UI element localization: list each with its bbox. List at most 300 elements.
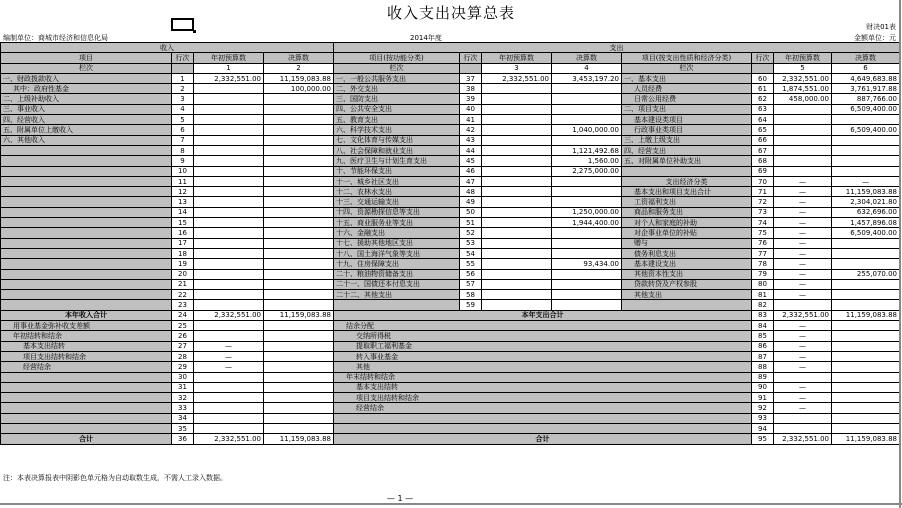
expense-func-item[interactable]: 八、社会保障和就业支出 [334,145,460,155]
row-number[interactable]: 61 [752,84,774,94]
row-number[interactable]: 49 [460,197,482,207]
income-budget[interactable] [194,145,264,155]
expense-econ-final[interactable] [832,115,900,125]
income-final[interactable] [264,279,334,289]
row-number[interactable]: 12 [172,187,194,197]
income-item[interactable]: 本年收入合计 [1,310,172,320]
row-number[interactable]: 3 [172,94,194,104]
expense-econ-final[interactable]: 4,649,683.88 [832,73,900,83]
income-item[interactable]: 一、财政拨款收入 [1,73,172,83]
income-budget[interactable] [194,94,264,104]
expense-func-budget[interactable] [482,145,552,155]
expense-econ-item[interactable]: 日常公用经费 [622,94,752,104]
expense-econ-budget[interactable]: — [774,218,832,228]
income-budget[interactable] [194,218,264,228]
expense-func-budget[interactable] [482,115,552,125]
income-budget[interactable] [194,187,264,197]
income-budget[interactable] [194,125,264,135]
row-number[interactable]: 94 [752,423,774,433]
row-number[interactable]: 55 [460,259,482,269]
expense-func-final[interactable] [552,135,622,145]
income-item[interactable] [1,393,172,403]
income-final[interactable] [264,218,334,228]
income-budget[interactable] [194,290,264,300]
expense-econ-item[interactable]: 工资福利支出 [622,197,752,207]
expense-budget[interactable]: — [774,382,832,392]
income-item[interactable]: 项目支出结转和结余 [1,351,172,361]
expense-func-item[interactable]: 九、医疗卫生与计划生育支出 [334,156,460,166]
expense-func-item[interactable]: 十五、商业服务业等支出 [334,218,460,228]
income-final[interactable] [264,362,334,372]
income-budget[interactable] [194,207,264,217]
expense-func-final[interactable]: 1,944,400.00 [552,218,622,228]
income-budget[interactable] [194,403,264,413]
expense-func-final[interactable]: 1,121,492.68 [552,145,622,155]
income-item[interactable]: 经营结余 [1,362,172,372]
expense-econ-budget[interactable] [774,145,832,155]
income-item[interactable]: 基本支出结转 [1,341,172,351]
expense-budget[interactable]: — [774,362,832,372]
expense-item[interactable]: 经营结余 [334,403,752,413]
row-number[interactable]: 62 [752,94,774,104]
income-final[interactable] [264,259,334,269]
expense-final[interactable] [832,403,900,413]
row-number[interactable]: 31 [172,382,194,392]
expense-func-final[interactable]: 93,434.00 [552,259,622,269]
expense-econ-budget[interactable] [774,135,832,145]
expense-econ-budget[interactable]: — [774,259,832,269]
income-budget[interactable] [194,300,264,310]
expense-func-budget[interactable] [482,300,552,310]
row-number[interactable]: 53 [460,238,482,248]
income-budget[interactable]: 2,332,551.00 [194,434,264,444]
expense-econ-budget[interactable]: 1,874,551.00 [774,84,832,94]
row-number[interactable]: 81 [752,290,774,300]
income-budget[interactable] [194,228,264,238]
row-number[interactable]: 88 [752,362,774,372]
row-number[interactable]: 48 [460,187,482,197]
expense-func-item[interactable]: 三、国防支出 [334,94,460,104]
expense-econ-budget[interactable]: — [774,269,832,279]
income-item[interactable] [1,156,172,166]
income-budget[interactable] [194,104,264,114]
expense-econ-final[interactable]: 2,304,021.80 [832,197,900,207]
expense-func-budget[interactable] [482,104,552,114]
row-number[interactable]: 85 [752,331,774,341]
row-number[interactable]: 54 [460,248,482,258]
row-number[interactable]: 91 [752,393,774,403]
expense-econ-item[interactable]: 人员经费 [622,84,752,94]
expense-func-item[interactable]: 七、文化体育与传媒支出 [334,135,460,145]
income-final[interactable]: 100,000.00 [264,84,334,94]
expense-item[interactable]: 基本支出结转 [334,382,752,392]
expense-func-final[interactable]: 1,250,000.00 [552,207,622,217]
income-final[interactable] [264,238,334,248]
row-number[interactable]: 92 [752,403,774,413]
expense-item[interactable]: 本年支出合计 [334,310,752,320]
expense-func-final[interactable]: 2,275,000.00 [552,166,622,176]
row-number[interactable]: 56 [460,269,482,279]
expense-func-budget[interactable] [482,259,552,269]
row-number[interactable]: 17 [172,238,194,248]
expense-func-budget[interactable] [482,218,552,228]
income-budget[interactable] [194,166,264,176]
income-item[interactable]: 用事业基金弥补收支差额 [1,321,172,331]
expense-func-final[interactable] [552,115,622,125]
row-number[interactable]: 87 [752,351,774,361]
expense-econ-item[interactable]: 商品和服务支出 [622,207,752,217]
expense-func-item[interactable]: 十六、金融支出 [334,228,460,238]
expense-item[interactable]: 交纳所得税 [334,331,752,341]
row-number[interactable]: 1 [172,73,194,83]
row-number[interactable]: 60 [752,73,774,83]
expense-econ-item[interactable]: 五、对附属单位补助支出 [622,156,752,166]
expense-econ-final[interactable]: 6,509,400.00 [832,125,900,135]
income-final[interactable] [264,115,334,125]
income-final[interactable] [264,300,334,310]
row-number[interactable]: 74 [752,218,774,228]
expense-econ-final[interactable] [832,290,900,300]
expense-final[interactable] [832,423,900,433]
expense-func-item[interactable]: 十三、交通运输支出 [334,197,460,207]
selected-cell-cursor[interactable] [171,18,194,31]
income-final[interactable] [264,104,334,114]
expense-func-item[interactable]: 十八、国土海洋气象等支出 [334,248,460,258]
expense-econ-item[interactable]: 其他支出 [622,290,752,300]
expense-econ-item[interactable]: 贷款转贷及产权参股 [622,279,752,289]
expense-econ-budget[interactable]: 2,332,551.00 [774,73,832,83]
income-final[interactable] [264,145,334,155]
income-final[interactable] [264,207,334,217]
row-number[interactable]: 8 [172,145,194,155]
expense-func-final[interactable] [552,197,622,207]
income-budget[interactable] [194,176,264,186]
income-budget[interactable] [194,135,264,145]
row-number[interactable]: 34 [172,413,194,423]
expense-econ-item[interactable]: 基本建设支出 [622,259,752,269]
expense-final[interactable]: 11,159,083.88 [832,434,900,444]
row-number[interactable]: 6 [172,125,194,135]
income-final[interactable] [264,135,334,145]
income-budget[interactable]: — [194,362,264,372]
expense-econ-final[interactable] [832,259,900,269]
expense-func-item[interactable] [334,300,460,310]
income-budget[interactable] [194,393,264,403]
income-final[interactable] [264,269,334,279]
row-number[interactable]: 5 [172,115,194,125]
row-number[interactable]: 43 [460,135,482,145]
row-number[interactable]: 21 [172,279,194,289]
row-number[interactable]: 47 [460,176,482,186]
expense-func-budget[interactable] [482,135,552,145]
expense-econ-final[interactable]: 6,509,400.00 [832,104,900,114]
expense-func-final[interactable] [552,290,622,300]
income-item[interactable] [1,207,172,217]
expense-budget[interactable]: — [774,341,832,351]
expense-item[interactable]: 其他 [334,362,752,372]
expense-econ-item[interactable]: 对企事业单位的补贴 [622,228,752,238]
row-number[interactable]: 9 [172,156,194,166]
expense-econ-final[interactable] [832,145,900,155]
row-number[interactable]: 52 [460,228,482,238]
income-budget[interactable] [194,279,264,289]
expense-item[interactable] [334,423,752,433]
expense-budget[interactable]: 2,332,551.00 [774,310,832,320]
expense-econ-budget[interactable]: — [774,290,832,300]
expense-func-final[interactable] [552,238,622,248]
row-number[interactable]: 78 [752,259,774,269]
income-budget[interactable]: — [194,351,264,361]
row-number[interactable]: 51 [460,218,482,228]
expense-func-final[interactable] [552,300,622,310]
expense-econ-budget[interactable]: — [774,248,832,258]
row-number[interactable]: 66 [752,135,774,145]
income-final[interactable] [264,372,334,382]
row-number[interactable]: 57 [460,279,482,289]
expense-econ-final[interactable]: 3,761,917.88 [832,84,900,94]
row-number[interactable]: 35 [172,423,194,433]
expense-econ-final[interactable] [832,166,900,176]
expense-func-budget[interactable] [482,279,552,289]
row-number[interactable]: 39 [460,94,482,104]
income-final[interactable] [264,382,334,392]
income-final[interactable]: 11,159,083.88 [264,73,334,83]
row-number[interactable]: 46 [460,166,482,176]
row-number[interactable]: 65 [752,125,774,135]
expense-econ-budget[interactable] [774,156,832,166]
expense-item[interactable]: 年末结转和结余 [334,372,752,382]
row-number[interactable]: 93 [752,413,774,423]
income-budget[interactable] [194,372,264,382]
row-number[interactable]: 50 [460,207,482,217]
expense-func-budget[interactable] [482,197,552,207]
income-item[interactable] [1,197,172,207]
row-number[interactable]: 69 [752,166,774,176]
income-budget[interactable] [194,197,264,207]
income-final[interactable] [264,423,334,433]
income-final[interactable]: 11,159,083.88 [264,434,334,444]
expense-item[interactable]: 结余分配 [334,321,752,331]
expense-func-final[interactable]: 3,453,197.20 [552,73,622,83]
expense-final[interactable] [832,372,900,382]
row-number[interactable]: 7 [172,135,194,145]
row-number[interactable]: 38 [460,84,482,94]
expense-func-final[interactable]: 1,560.00 [552,156,622,166]
row-number[interactable]: 18 [172,248,194,258]
row-number[interactable]: 73 [752,207,774,217]
expense-econ-final[interactable]: 11,159,083.88 [832,187,900,197]
expense-func-budget[interactable] [482,84,552,94]
expense-final[interactable] [832,362,900,372]
expense-func-budget[interactable] [482,238,552,248]
expense-econ-item[interactable]: 行政事业类项目 [622,125,752,135]
expense-func-budget[interactable] [482,156,552,166]
income-item[interactable] [1,228,172,238]
income-final[interactable] [264,248,334,258]
income-item[interactable]: 年初结转和结余 [1,331,172,341]
expense-func-item[interactable]: 四、公共安全支出 [334,104,460,114]
income-final[interactable] [264,197,334,207]
row-number[interactable]: 2 [172,84,194,94]
expense-econ-final[interactable]: 6,509,400.00 [832,228,900,238]
expense-final[interactable]: 11,159,083.88 [832,310,900,320]
row-number[interactable]: 64 [752,115,774,125]
income-final[interactable] [264,351,334,361]
income-item[interactable] [1,176,172,186]
expense-func-item[interactable]: 五、教育支出 [334,115,460,125]
income-item[interactable] [1,382,172,392]
row-number[interactable]: 67 [752,145,774,155]
income-item[interactable] [1,187,172,197]
expense-budget[interactable] [774,372,832,382]
row-number[interactable]: 30 [172,372,194,382]
row-number[interactable]: 45 [460,156,482,166]
expense-econ-budget[interactable] [774,125,832,135]
expense-func-budget[interactable] [482,125,552,135]
expense-func-final[interactable] [552,176,622,186]
expense-budget[interactable]: — [774,351,832,361]
expense-func-final[interactable] [552,228,622,238]
expense-func-final[interactable] [552,84,622,94]
expense-func-item[interactable]: 十九、住房保障支出 [334,259,460,269]
income-item[interactable] [1,238,172,248]
expense-econ-budget[interactable] [774,104,832,114]
expense-func-item[interactable]: 六、科学技术支出 [334,125,460,135]
expense-func-budget[interactable] [482,248,552,258]
income-item[interactable] [1,218,172,228]
expense-func-final[interactable] [552,94,622,104]
row-number[interactable]: 13 [172,197,194,207]
income-item[interactable] [1,279,172,289]
expense-item[interactable]: 提取职工福利基金 [334,341,752,351]
expense-econ-item[interactable] [622,166,752,176]
expense-func-budget[interactable] [482,207,552,217]
income-final[interactable] [264,290,334,300]
row-number[interactable]: 4 [172,104,194,114]
expense-budget[interactable] [774,413,832,423]
expense-econ-budget[interactable]: — [774,238,832,248]
income-item[interactable] [1,290,172,300]
expense-econ-item[interactable]: 赠与 [622,238,752,248]
row-number[interactable]: 23 [172,300,194,310]
expense-final[interactable] [832,413,900,423]
income-item[interactable] [1,413,172,423]
expense-econ-item[interactable]: 二、项目支出 [622,104,752,114]
expense-func-budget[interactable] [482,187,552,197]
expense-item[interactable] [334,413,752,423]
income-item[interactable] [1,166,172,176]
expense-func-item[interactable]: 二十一、国债还本付息支出 [334,279,460,289]
expense-func-item[interactable]: 十七、援助其他地区支出 [334,238,460,248]
row-number[interactable]: 82 [752,300,774,310]
expense-budget[interactable]: — [774,403,832,413]
expense-func-budget[interactable] [482,94,552,104]
income-budget[interactable] [194,259,264,269]
expense-func-final[interactable] [552,279,622,289]
income-final[interactable]: 11,159,083.88 [264,310,334,320]
expense-func-item[interactable]: 二、外交支出 [334,84,460,94]
expense-func-item[interactable]: 一、一般公共服务支出 [334,73,460,83]
expense-econ-final[interactable]: 255,070.00 [832,269,900,279]
income-final[interactable] [264,341,334,351]
expense-econ-item[interactable]: 支出经济分类 [622,176,752,186]
income-item[interactable]: 二、上级补助收入 [1,94,172,104]
income-final[interactable] [264,321,334,331]
income-item[interactable]: 六、其他收入 [1,135,172,145]
row-number[interactable]: 59 [460,300,482,310]
row-number[interactable]: 84 [752,321,774,331]
expense-func-final[interactable] [552,104,622,114]
income-budget[interactable] [194,156,264,166]
row-number[interactable]: 68 [752,156,774,166]
income-item[interactable]: 其中：政府性基金 [1,84,172,94]
expense-econ-final[interactable] [832,300,900,310]
row-number[interactable]: 41 [460,115,482,125]
income-budget[interactable] [194,238,264,248]
expense-func-budget[interactable]: 2,332,551.00 [482,73,552,83]
expense-func-budget[interactable] [482,166,552,176]
expense-econ-final[interactable]: 1,457,896.08 [832,218,900,228]
expense-econ-final[interactable] [832,156,900,166]
expense-func-item[interactable]: 二十二、其他支出 [334,290,460,300]
row-number[interactable]: 25 [172,321,194,331]
income-item[interactable]: 四、经营收入 [1,115,172,125]
row-number[interactable]: 32 [172,393,194,403]
expense-econ-final[interactable] [832,248,900,258]
expense-econ-item[interactable]: 四、经营支出 [622,145,752,155]
expense-econ-item[interactable]: 债务利息支出 [622,248,752,258]
expense-item[interactable]: 转入事业基金 [334,351,752,361]
income-final[interactable] [264,331,334,341]
income-budget[interactable] [194,84,264,94]
row-number[interactable]: 22 [172,290,194,300]
expense-econ-budget[interactable]: — [774,197,832,207]
row-number[interactable]: 24 [172,310,194,320]
expense-func-budget[interactable] [482,176,552,186]
expense-func-final[interactable] [552,248,622,258]
row-number[interactable]: 79 [752,269,774,279]
income-final[interactable] [264,125,334,135]
expense-econ-item[interactable] [622,300,752,310]
expense-econ-item[interactable]: 基本建设类项目 [622,115,752,125]
income-budget[interactable]: 2,332,551.00 [194,310,264,320]
expense-econ-item[interactable]: 三、上缴上级支出 [622,135,752,145]
expense-budget[interactable]: — [774,331,832,341]
expense-econ-budget[interactable]: 458,000.00 [774,94,832,104]
expense-econ-budget[interactable] [774,166,832,176]
expense-econ-budget[interactable]: — [774,187,832,197]
expense-econ-budget[interactable]: — [774,176,832,186]
expense-final[interactable] [832,393,900,403]
expense-econ-final[interactable] [832,279,900,289]
income-item[interactable] [1,259,172,269]
income-budget[interactable] [194,115,264,125]
expense-econ-budget[interactable] [774,115,832,125]
income-final[interactable] [264,94,334,104]
row-number[interactable]: 16 [172,228,194,238]
income-budget[interactable] [194,321,264,331]
expense-func-item[interactable]: 十二、农林水支出 [334,187,460,197]
expense-budget[interactable]: 2,332,551.00 [774,434,832,444]
income-budget[interactable] [194,248,264,258]
income-final[interactable] [264,403,334,413]
expense-func-item[interactable]: 十四、资源勘探信息等支出 [334,207,460,217]
expense-func-item[interactable]: 十、节能环保支出 [334,166,460,176]
row-number[interactable]: 63 [752,104,774,114]
expense-item[interactable]: 项目支出结转和结余 [334,393,752,403]
expense-budget[interactable]: — [774,393,832,403]
income-final[interactable] [264,156,334,166]
